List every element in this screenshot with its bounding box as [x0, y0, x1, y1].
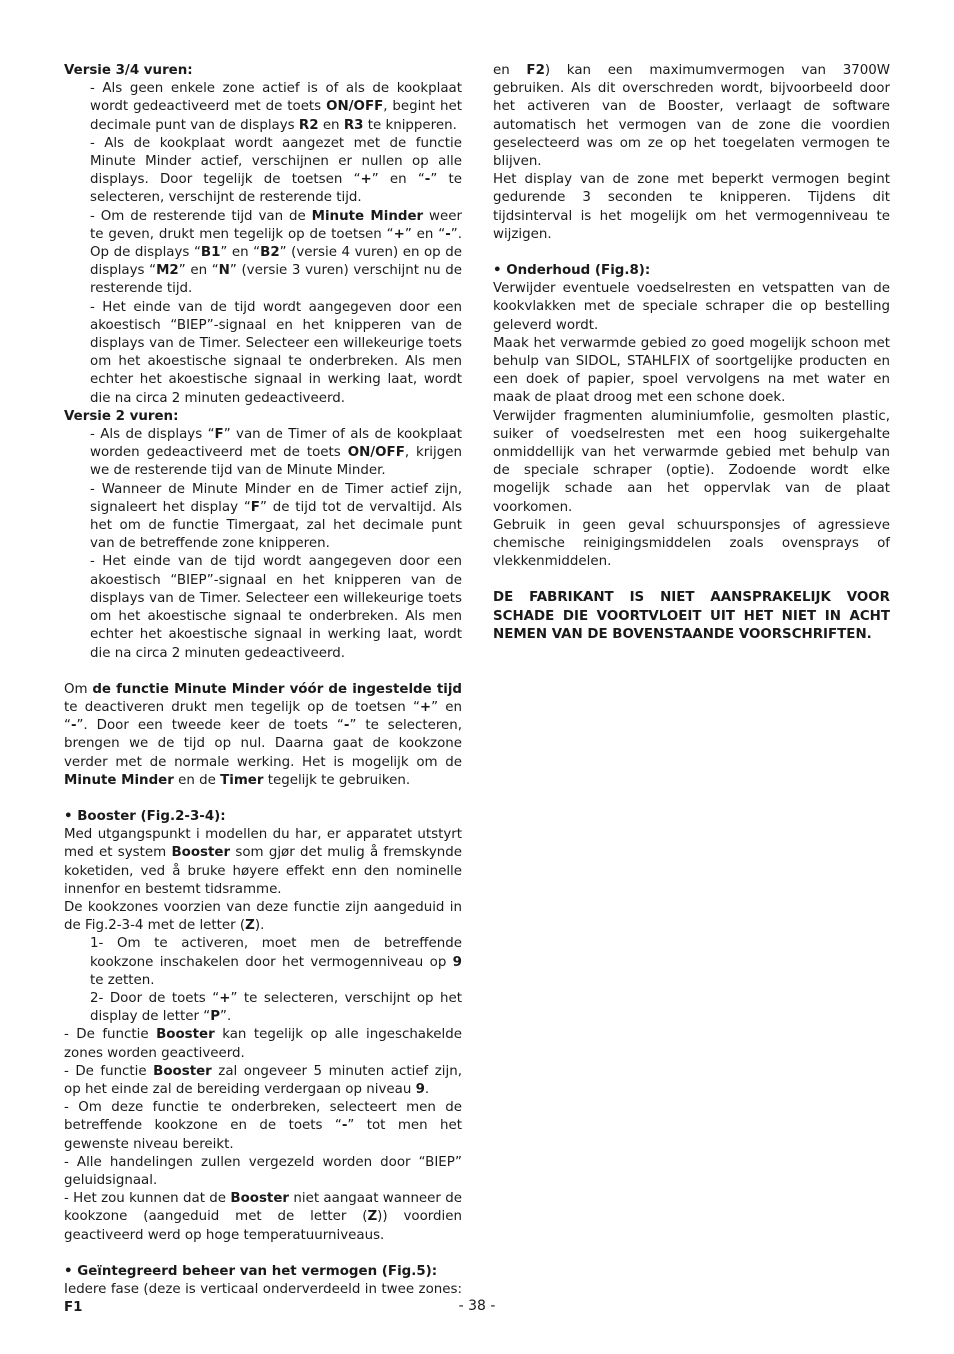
indented-paragraph: - Het einde van de tijd wordt aangegeven door een akoestisch “BIEP”-signaal en het knipperen van de displays van de Timer. Selecteer een willekeurige toets om het akoestische signaal te onderbreken. Als men echter het akoestische signaal in werking laat, wordt die na circa 2 minuten gedeactiveerd. [90, 299, 462, 406]
indented-paragraph: - Als de displays “F” van de Timer of als de kookplaat worden gedeactiveerd met de toets ON/OFF, krijgen we de resterende tijd van de Minute Minder. [90, 427, 462, 479]
paragraph: - De functie Booster zal ongeveer 5 minuten actief zijn, op het einde zal de bereiding verdergaan op niveau 9. [64, 1063, 462, 1097]
paragraph-spacer [64, 1245, 462, 1263]
indented-paragraph: - Als geen enkele zone actief is of als de kookplaat wordt gedeactiveerd met de toets ON/OFF, begint het decimale punt van de displays R2 en R3 te knipperen. [90, 81, 462, 133]
paragraph: - Alle handelingen zullen vergezeld worden door “BIEP” geluidsignaal. [64, 1154, 462, 1188]
paragraph: Verwijder eventuele voedselresten en vetspatten van de kookvlakken met de speciale schraper die op bestelling geleverd wordt. [493, 281, 890, 333]
paragraph: - Het zou kunnen dat de Booster niet aangaat wanneer de kookzone (aangeduid met de letter (Z)) voordien geactiveerd werd op hoge temperatuurniveaus. [64, 1191, 462, 1243]
paragraph: • Geïntegreerd beheer van het vermogen (Fig.5): [64, 1263, 438, 1279]
indented-paragraph: 2- Door de toets “+” te selecteren, verschijnt op het display de letter “P”. [90, 990, 462, 1025]
paragraph: Iedere fase (deze is verticaal onderverdeeld in twee zones: F1 [64, 1282, 462, 1316]
paragraph-spacer [493, 571, 890, 589]
section-heading: Versie 3/4 vuren: [64, 63, 193, 78]
paragraph-spacer [64, 663, 462, 681]
indented-paragraph: - Het einde van de tijd wordt aangegeven door een akoestisch “BIEP”-signaal en het knipperen van de displays van de Timer. Selecteer een willekeurige toets om het akoestische signaal te onderbreken. Als men echter het akoestische signaal in werking laat, wordt die na circa 2 minuten gedeactiveerd. [90, 554, 462, 661]
paragraph: • Onderhoud (Fig.8): [493, 263, 651, 279]
section-heading: Versie 2 vuren: [64, 408, 179, 424]
indented-paragraph: - Wanneer de Minute Minder en de Timer actief zijn, signaleert het display “F” de tijd tot de vervaltijd. Als het om de functie Timergaat, zal het decimale punt van de betreffende zone knipperen. [90, 481, 462, 552]
paragraph-spacer [493, 244, 890, 262]
paragraph: Het display van de zone met beperkt vermogen begint gedurende 3 seconden te knipperen. Tijdens dit tijdsinterval is het mogelijk om het vermogenniveau te wijzigen. [493, 172, 890, 242]
left-column [64, 62, 462, 1317]
right-column [493, 62, 890, 644]
paragraph: Maak het verwarmde gebied zo goed mogelijk schoon met behulp van SIDOL, STAHLFIX of soortgelijke producten en een doek of papier, spoel vervolgens na met water en maak de plaat droog met een schone doek. [493, 335, 890, 406]
paragraph: Med utgangspunkt i modellen du har, er apparatet utstyrt med et system Booster som gjør det mulig å fremskynde koketiden, ved å bruke høyere effekt enn den nominelle innenfor en bestemt tidsramme. [64, 827, 463, 897]
paragraph: - Om deze functie te onderbreken, selecteert men de betreffende kookzone en de toets “-” tot men het gewenste niveau bereikt. [64, 1100, 462, 1152]
indented-paragraph: 1- Om te activeren, moet men de betreffende kookzone inschakelen door het vermogenniveau op 9 te zetten. [90, 936, 462, 988]
paragraph: De kookzones voorzien van deze functie zijn aangeduid in de Fig.2-3-4 met de letter (Z). [64, 899, 462, 934]
indented-paragraph: - Om de resterende tijd van de Minute Minder weer te geven, drukt men tegelijk op de toetsen “+” en “-”. Op de displays “B1” en “B2” (versie 4 vuren) en op de displays “M2” en “N” (versie 3 vuren) verschijnt nu de resterende tijd. [90, 208, 462, 297]
paragraph: • Booster (Fig.2-3-4): [64, 808, 226, 824]
indented-paragraph: - Als de kookplaat wordt aangezet met de functie Minute Minder actief, verschijnen er nullen op alle displays. Door tegelijk de toetsen “+” en “-” te selecteren, verschijnt de resterende tijd. [90, 135, 462, 206]
page-number: - 38 - [458, 1298, 496, 1314]
paragraph: en F2) kan een maximumvermogen van 3700W gebruiken. Als dit overschreden wordt, bijvoorbeeld door het activeren van de Booster, verlaagt de software automatisch het vermogen van de zone die voordien geselecteerd was om ze op het toegelaten vermogen te blijven. [493, 63, 891, 170]
paragraph: DE FABRIKANT IS NIET AANSPRAKELIJK VOOR SCHADE DIE VOORTVLOEIT UIT HET NIET IN ACHT NEMEN VAN DE BOVENSTAANDE VOORSCHRIFTEN. [493, 590, 890, 642]
paragraph: Verwijder fragmenten aluminiumfolie, gesmolten plastic, suiker of voedselresten met een hoog suikergehalte onmiddellijk van het verwarmde gebied met behulp van de speciale schraper (optie). Zodoende wordt elke mogelijk schade aan het oppervlak van de plaat voorkomen. [493, 408, 890, 515]
paragraph: - De functie Booster kan tegelijk op alle ingeschakelde zones worden geactiveerd. [64, 1027, 462, 1061]
paragraph-spacer [64, 790, 462, 808]
paragraph: Om de functie Minute Minder vóór de ingestelde tijd te deactiveren drukt men tegelijk op de toetsen “+” en “-”. Door een tweede keer de toets “-” te selecteren, brengen we de tijd op nul. Daarna gaat de kookzone verder met de normale werking. Het is mogelijk om de Minute Minder en de Timer tegelijk te gebruiken. [64, 681, 463, 788]
paragraph: Gebruik in geen geval schuursponsjes of agressieve chemische reinigingsmiddelen zoals ovensprays of vlekkenmiddelen. [493, 517, 890, 570]
